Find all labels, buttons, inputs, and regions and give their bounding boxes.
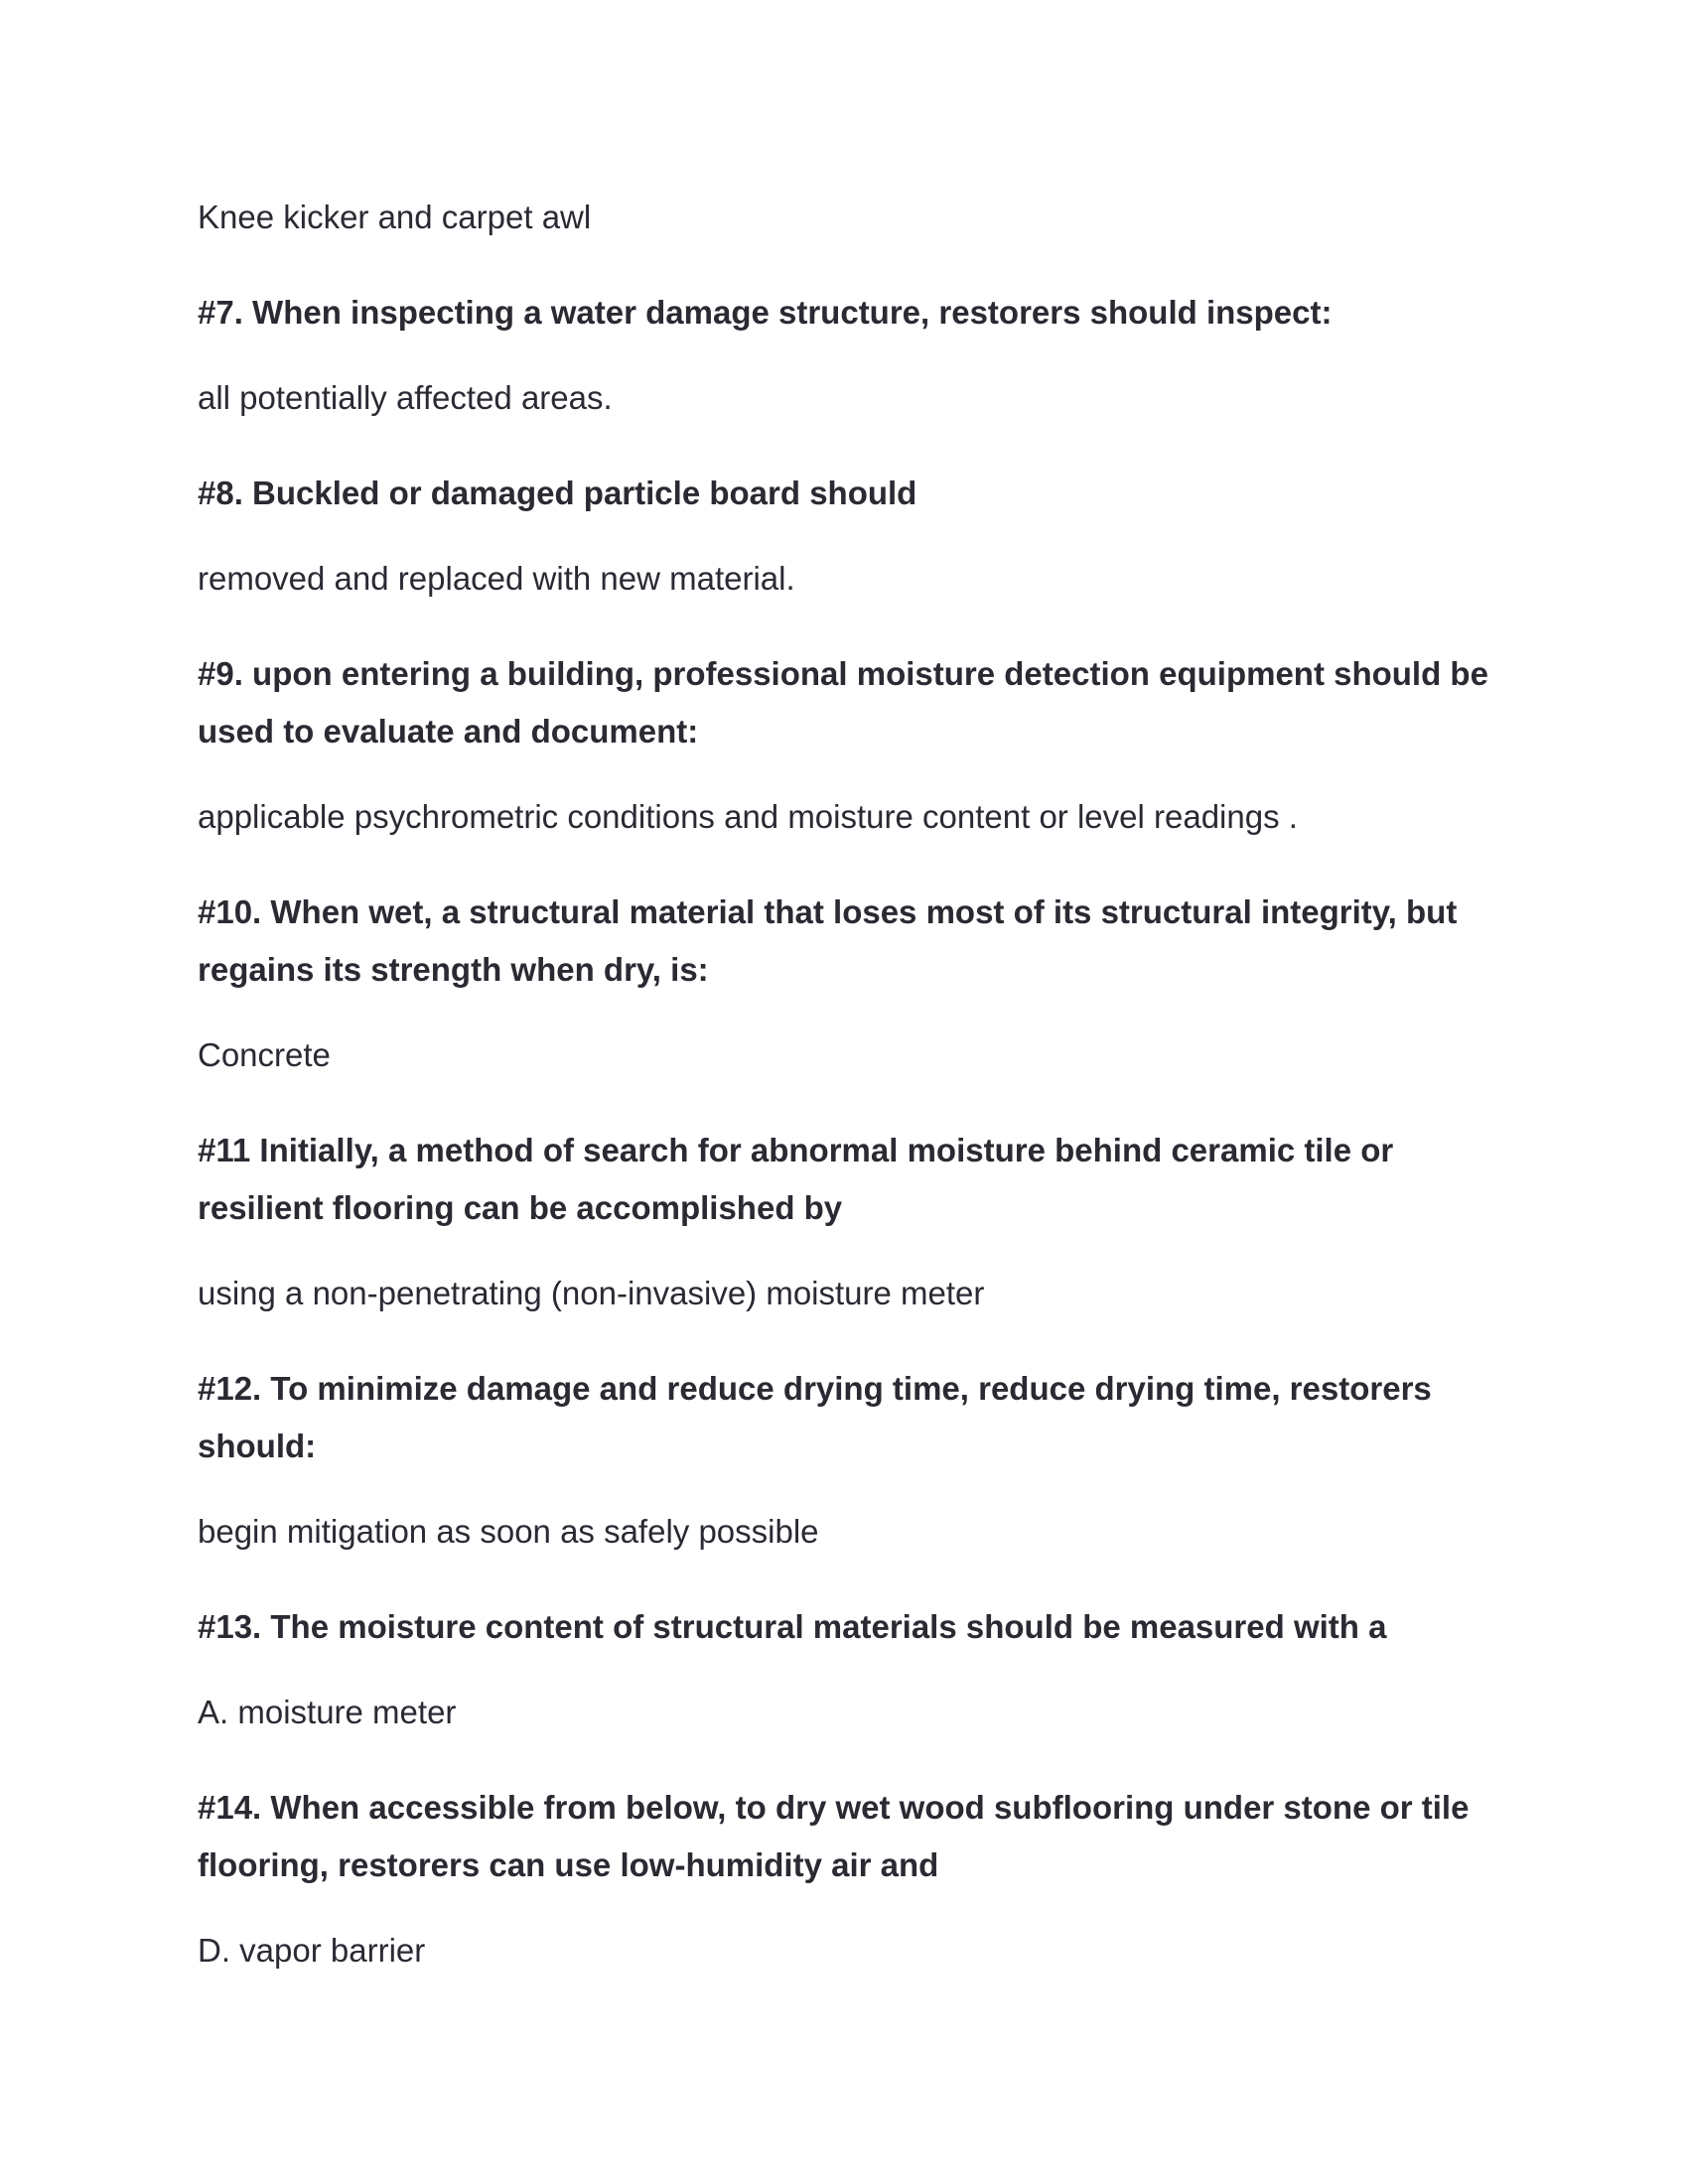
question-13: #13. The moisture content of structural materials should be measured with a xyxy=(198,1608,1387,1645)
answer-12: begin mitigation as soon as safely possible xyxy=(198,1513,819,1550)
question-11: #11 Initially, a method of search for abnormal moisture behind ceramic tile or resilient flooring can be accomplished by xyxy=(198,1132,1394,1226)
question-14: #14. When accessible from below, to dry wet wood subflooring under stone or tile flooring, restorers can use low-humidity air and xyxy=(198,1789,1470,1883)
answer-9: applicable psychrometric conditions and moisture content or level readings . xyxy=(198,798,1298,835)
answer-6: Knee kicker and carpet awl xyxy=(198,199,592,235)
question-10: #10. When wet, a structural material that loses most of its structural integrity, but regains its strength when dry, is: xyxy=(198,893,1458,988)
answer-10: Concrete xyxy=(198,1036,331,1073)
answer-7: all potentially affected areas. xyxy=(198,379,613,416)
question-12: #12. To minimize damage and reduce drying time, reduce drying time, restorers should: xyxy=(198,1370,1432,1464)
question-7: #7. When inspecting a water damage structure, restorers should inspect: xyxy=(198,294,1333,331)
document-body xyxy=(198,195,1498,2017)
question-8: #8. Buckled or damaged particle board should xyxy=(198,475,917,511)
answer-11: using a non-penetrating (non-invasive) moisture meter xyxy=(198,1275,985,1311)
question-9: #9. upon entering a building, professional moisture detection equipment should be used to evaluate and document: xyxy=(198,655,1488,750)
answer-13: A. moisture meter xyxy=(198,1694,457,1730)
answer-8: removed and replaced with new material. xyxy=(198,560,795,597)
answer-14: D. vapor barrier xyxy=(198,1932,426,1969)
